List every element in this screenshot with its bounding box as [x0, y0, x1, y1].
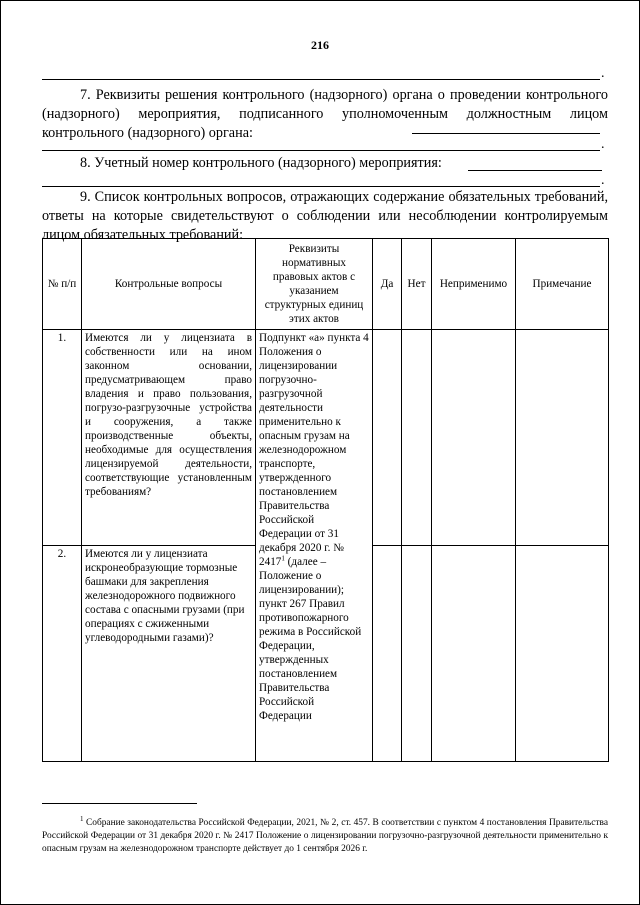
requisites-text-2: (далее – Положение о лицензировании); пункт 267 Правил противопожарного режима в Российской Федерации, утвержденных постановлением Правительства Российской Федерации — [259, 556, 362, 722]
item9-text: 9. Список контрольных вопросов, отражающих содержание обязательных требований, ответы на которые свидетельствуют о соблюдении или несоблюдении контролируемым лицом обязательных требований: — [42, 189, 608, 243]
header-note: Примечание — [516, 239, 609, 330]
blank-line — [42, 79, 600, 80]
item8-fill-line — [468, 170, 602, 171]
page-number: 216 — [311, 38, 329, 52]
row-question: Имеются ли у лицензиата в собственности или на ином законном основании, предусматривающем право владения и право пользования, погрузо-разгрузочные устройства и сооружения, а также производственные объекты, необходимые для осуществления лицензируемой деятельности, соответствующие установленным требованиям? — [82, 330, 256, 546]
header-na: Неприменимо — [432, 239, 516, 330]
footnote — [42, 814, 608, 856]
item7-fill-line — [412, 133, 600, 134]
line-end-dot: . — [601, 173, 605, 188]
item7-blank-line — [42, 150, 600, 151]
checklist-table — [42, 238, 609, 762]
row-number: 2. — [43, 546, 82, 762]
answer-yes-cell[interactable] — [373, 546, 402, 762]
table-header-row — [43, 239, 609, 330]
header-requisites: Реквизиты нормативных правовых актов с указанием структурных единиц этих актов — [256, 239, 373, 330]
header-num: № п/п — [43, 239, 82, 330]
item7-text: 7. Реквизиты решения контрольного (надзорного) органа о проведении контрольного (надзорного) мероприятия, подписанного уполномоченным должностным лицом контрольного (надзорного) органа: — [42, 87, 608, 141]
note-cell[interactable] — [516, 330, 609, 546]
footnote-ref: 1 — [281, 554, 285, 563]
header-yes: Да — [373, 239, 402, 330]
footnote-separator — [42, 803, 197, 804]
answer-na-cell[interactable] — [432, 546, 516, 762]
item8-blank-line — [42, 186, 600, 187]
answer-no-cell[interactable] — [402, 546, 432, 762]
item8-text: 8. Учетный номер контрольного (надзорного) мероприятия: — [80, 155, 442, 171]
header-question: Контрольные вопросы — [82, 239, 256, 330]
header-no: Нет — [402, 239, 432, 330]
note-cell[interactable] — [516, 546, 609, 762]
row-requisites — [256, 330, 373, 762]
row-number: 1. — [43, 330, 82, 546]
footnote-mark: 1 — [80, 814, 84, 823]
line-end-dot: . — [601, 66, 605, 81]
answer-yes-cell[interactable] — [373, 330, 402, 546]
requisites-text-1: Подпункт «а» пункта 4 Положения о лицензировании погрузочно-разгрузочной деятельности применительно к опасным грузам на железнодорожном транспорте, утвержденного постановлением Правительства Российской Федерации от 31 декабря 2020 г. № 2417 — [259, 332, 369, 568]
answer-na-cell[interactable] — [432, 330, 516, 546]
row-question: Имеются ли у лицензиата искронеобразующие тормозные башмаки для закрепления железнодорожного подвижного состава с опасными грузами (при операциях с сжиженными углеводородными газами)? — [82, 546, 256, 762]
footnote-text: Собрание законодательства Российской Федерации, 2021, № 2, ст. 457. В соответствии с пунктом 4 постановления Правительства Российской Федерации от 31 декабря 2020 г. № 2417 Положение о лицензировании погрузочно-разгрузочной деятельности применительно к опасным грузам на железнодорожном транспорте действует до 1 сентября 2026 г. — [42, 818, 608, 854]
table-row — [43, 330, 609, 546]
answer-no-cell[interactable] — [402, 330, 432, 546]
line-end-dot: . — [601, 137, 605, 152]
